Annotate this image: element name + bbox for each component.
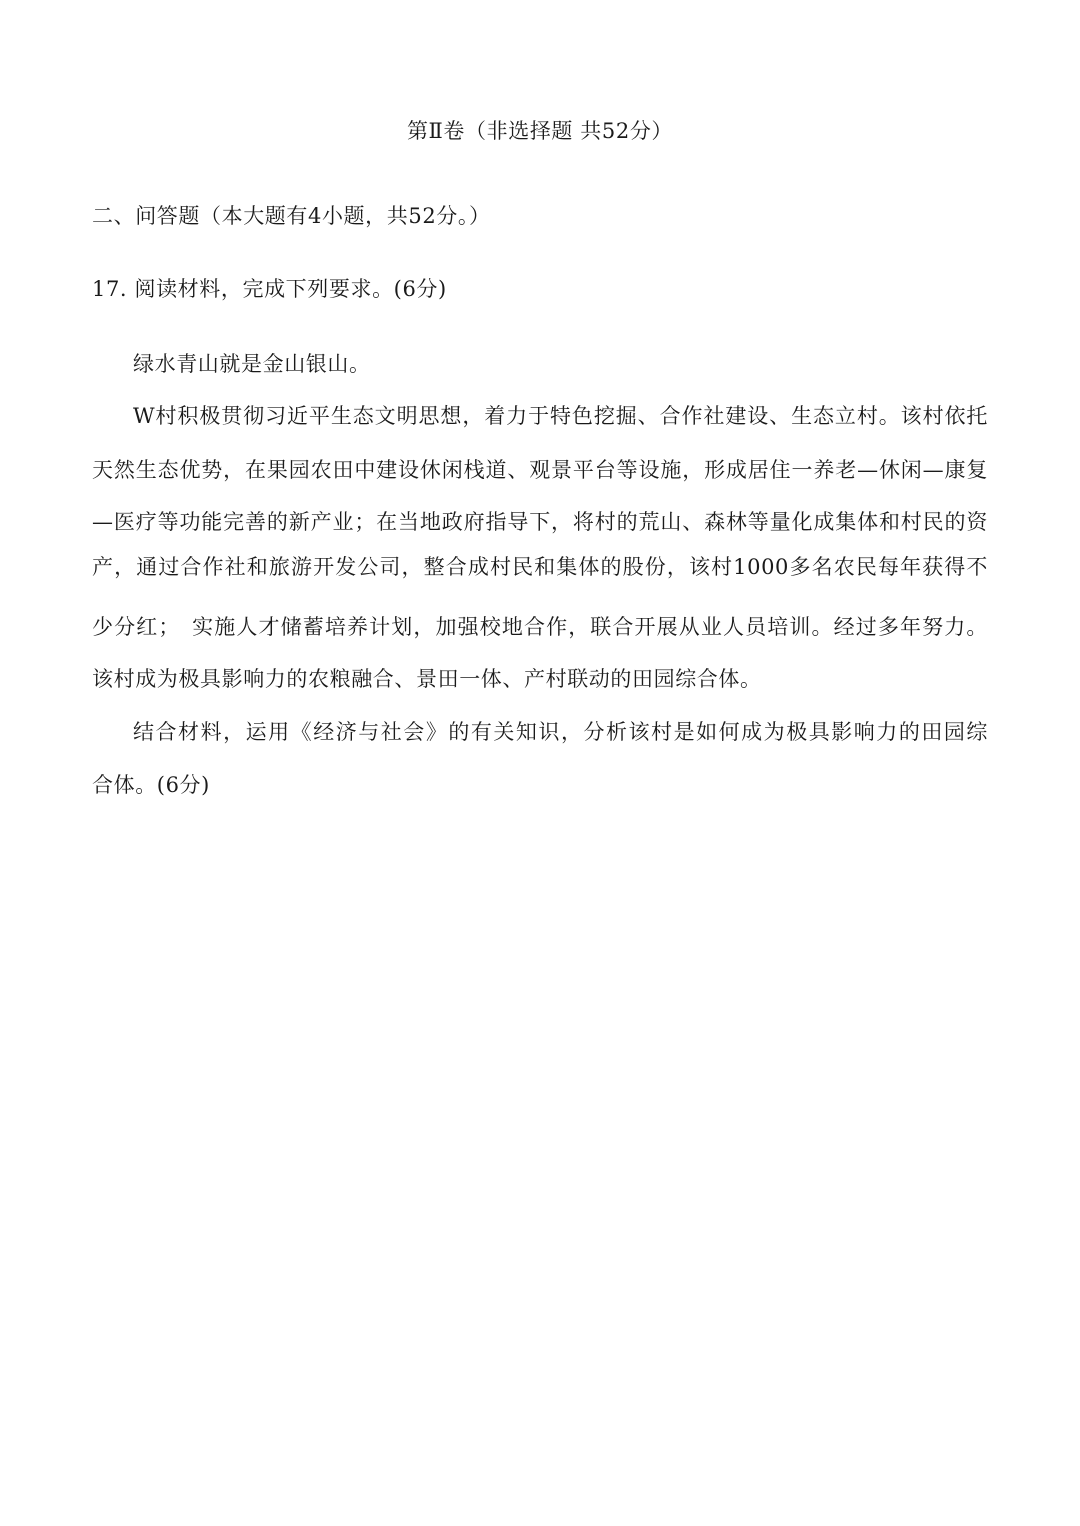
paragraph-line: 产，通过合作社和旅游开发公司，整合成村民和集体的股份，该村1000多名农民每年获得不 <box>92 555 988 579</box>
paragraph-line: W村积极贯彻习近平生态文明思想，着力于特色挖掘、合作社建设、生态立村。该村依托 <box>133 404 988 428</box>
paragraph-line: —医疗等功能完善的新产业；在当地政府指导下，将村的荒山、森林等量化成集体和村民的资 <box>92 510 988 534</box>
paragraph-line: 该村成为极具影响力的农粮融合、景田一体、产村联动的田园综合体。 <box>92 667 762 691</box>
part-heading: 二、问答题（本大题有4小题，共52分。） <box>92 204 491 228</box>
paragraph-line: 天然生态优势，在果园农田中建设休闲栈道、观景平台等设施，形成居住一养老—休闲—康复 <box>92 458 988 482</box>
question-header: 17. 阅读材料，完成下列要求。(6分) <box>92 277 447 301</box>
paragraph-line: 少分红； 实施人才储蓄培养计划，加强校地合作，联合开展从业人员培训。经过多年努力。 <box>92 615 988 639</box>
section-title: 第Ⅱ卷（非选择题 共52分） <box>406 119 674 143</box>
task-line: 合体。(6分) <box>92 773 210 797</box>
task-line: 结合材料，运用《经济与社会》的有关知识，分析该村是如何成为极具影响力的田园综 <box>133 720 988 744</box>
motto-line: 绿水青山就是金山银山。 <box>133 352 371 376</box>
